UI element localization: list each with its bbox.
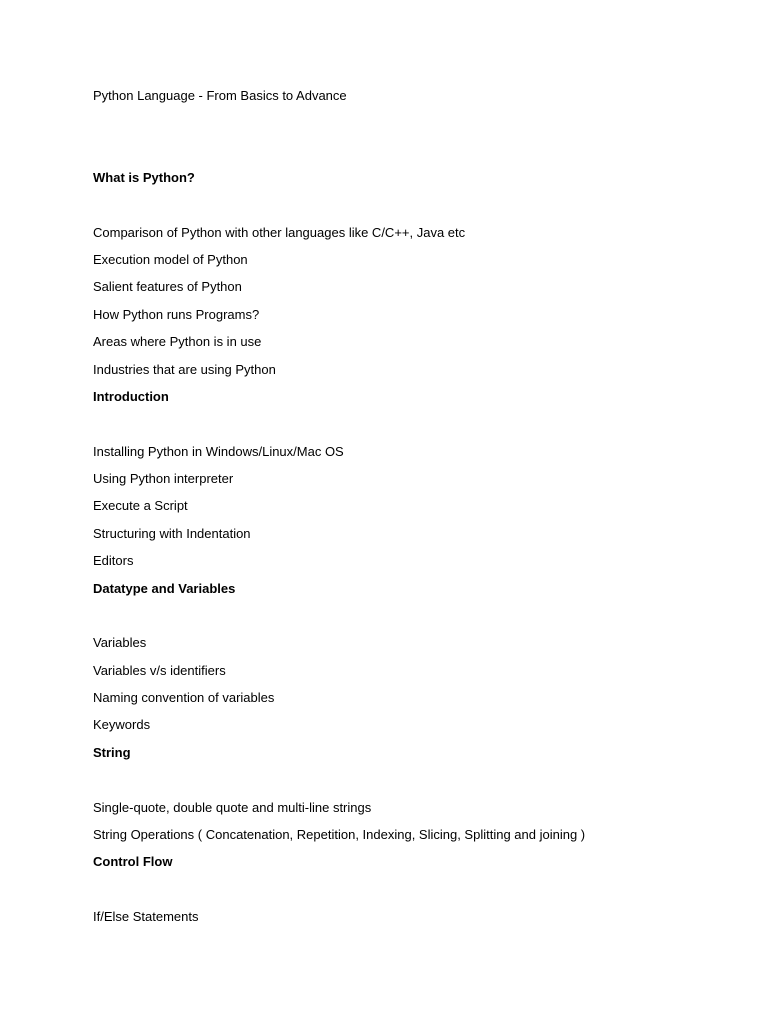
section-heading-string: String — [93, 745, 131, 760]
list-item: Comparison of Python with other languages like C/C++, Java etc — [93, 225, 466, 240]
list-item: Execution model of Python — [93, 252, 248, 267]
list-item: Installing Python in Windows/Linux/Mac OS — [93, 444, 344, 459]
section-heading-what-is-python: What is Python? — [93, 170, 195, 185]
section-heading-introduction: Introduction — [93, 389, 169, 404]
list-item: Single-quote, double quote and multi-line strings — [93, 800, 372, 815]
list-item: Variables v/s identifiers — [93, 663, 226, 678]
list-item: Using Python interpreter — [93, 471, 234, 486]
list-item: Editors — [93, 553, 134, 568]
list-item: How Python runs Programs? — [93, 307, 260, 322]
section-heading-datatype-and-variables: Datatype and Variables — [93, 581, 236, 596]
list-item: Industries that are using Python — [93, 362, 276, 377]
list-item: Areas where Python is in use — [93, 334, 262, 349]
document-title: Python Language - From Basics to Advance — [93, 88, 347, 103]
list-item: Execute a Script — [93, 498, 188, 513]
list-item: Structuring with Indentation — [93, 526, 251, 541]
list-item: Salient features of Python — [93, 279, 242, 294]
list-item: Naming convention of variables — [93, 690, 275, 705]
list-item: If/Else Statements — [93, 909, 199, 924]
section-heading-control-flow: Control Flow — [93, 854, 173, 869]
list-item: Keywords — [93, 717, 151, 732]
list-item: String Operations ( Concatenation, Repetition, Indexing, Slicing, Splitting and joining ) — [93, 827, 586, 842]
list-item: Variables — [93, 635, 147, 650]
